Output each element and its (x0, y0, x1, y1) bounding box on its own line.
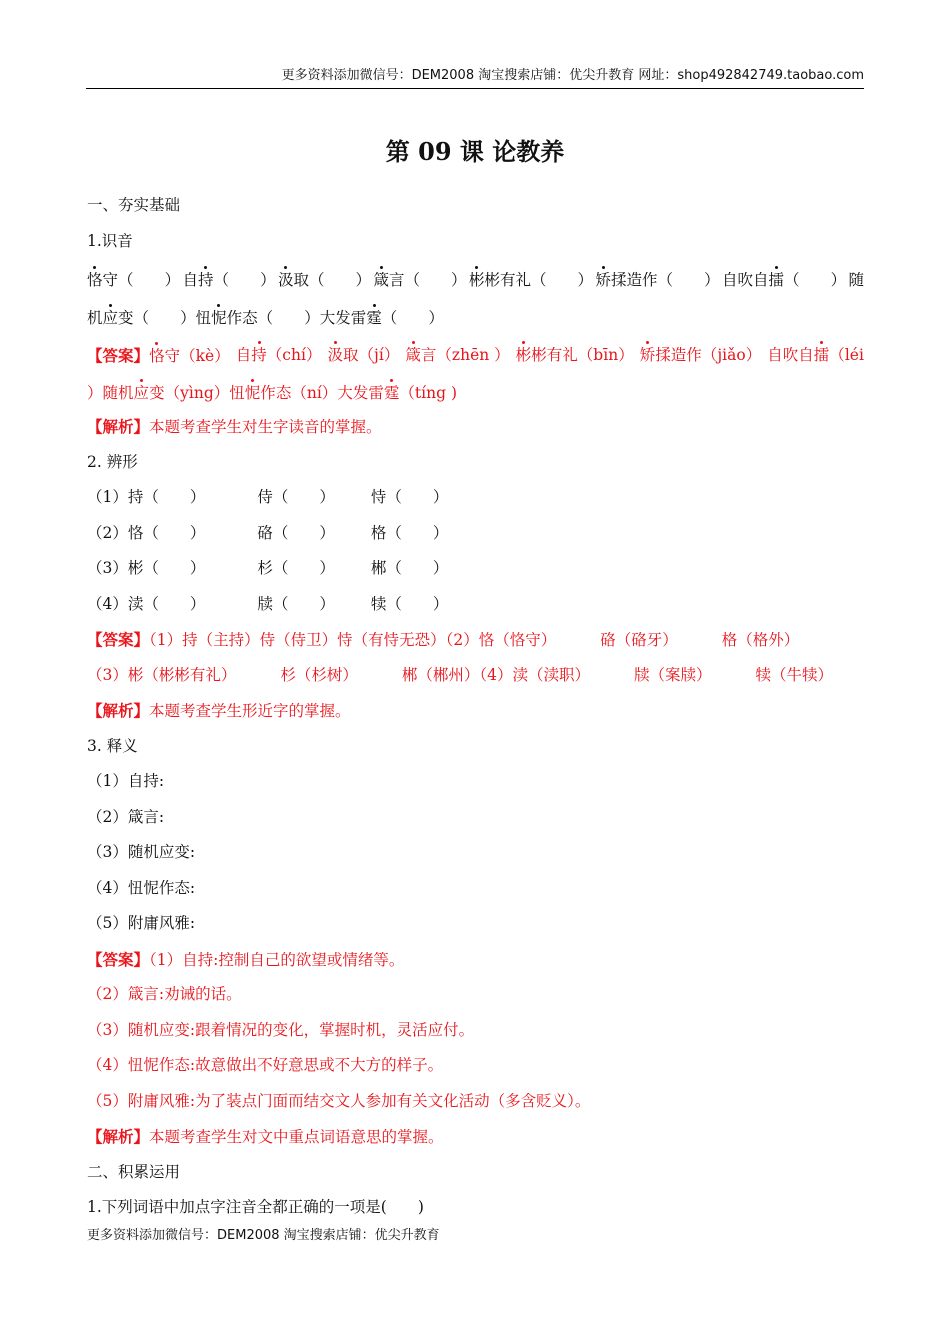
analysis-tag: 【解析】 (87, 1127, 150, 1146)
definition-item: （3）随机应变: (87, 843, 196, 861)
answer-tag: 【答案】 (87, 346, 150, 365)
document-body (87, 188, 864, 1226)
answer-item: 恪守（kè） (149, 347, 230, 365)
analysis-text: 本题考查学生对文中重点词语意思的掌握。 (149, 1128, 444, 1146)
word-item: 随 (848, 271, 864, 289)
answer-item: 箴言（zhēn ） (405, 334, 509, 372)
answer-item: （3）彬（彬彬有礼） (87, 665, 237, 684)
character-item: （4）渎（ ） (87, 594, 206, 613)
answer-tag: 【答案】 (87, 949, 150, 969)
character-row (87, 480, 864, 516)
character-item: 犊（ ） (370, 594, 449, 613)
character-item: 牍（ ） (257, 594, 335, 613)
character-item: 硌（ ） (257, 523, 335, 542)
definition-item: （5）附庸风雅: (87, 914, 196, 932)
character-item: 杉（ ） (257, 559, 335, 577)
word-item: 矫揉造作（ ） (595, 259, 719, 297)
answer-line: （3）随机应变:跟着情况的变化，掌握时机，灵活应付。 (87, 1020, 475, 1039)
analysis-text: 本题考查学生形近字的掌握。 (149, 702, 351, 720)
answer-item: （1）持（主持）侍（侍卫）恃（有恃无恐）（2）恪（恪守） (149, 631, 557, 649)
word-item: 自吹自擂（ ） (722, 259, 846, 297)
question-heading: 1.下列词语中加点字注音全都正确的一项是( ) (87, 1198, 424, 1216)
answer-item: 彬彬有礼（bīn） (516, 334, 634, 372)
definition-item: （1）自持: (87, 772, 165, 790)
analysis-text: 本题考查学生对生字读音的掌握。 (149, 418, 382, 436)
character-row (87, 516, 864, 552)
page-title: 第 09 课 论教养 (385, 137, 565, 166)
answer-line: （4）忸怩作态:故意做出不好意思或不大方的样子。 (87, 1056, 444, 1074)
answer-line (87, 334, 864, 372)
answer-line (87, 942, 864, 978)
answer-item: 自持（chí） (236, 334, 322, 372)
question-heading: 2. 辨形 (87, 452, 138, 471)
answer-item: 牍（案牍） (634, 665, 712, 684)
answer-line (87, 658, 864, 694)
answer-tag: 【答案】 (87, 630, 150, 649)
character-item: （1）持（ ） (87, 488, 206, 506)
definition-item: （2）箴言: (87, 807, 165, 826)
definition-item: （4）忸怩作态: (87, 878, 196, 897)
analysis-line (87, 1119, 864, 1155)
page-footer: 更多资料添加微信号：DEM2008 淘宝搜索店铺：优尖升教育 (87, 1228, 440, 1243)
answer-item: 郴（郴州）（4）渎（渎职） (401, 665, 591, 684)
answer-item: 硌（硌牙） (600, 631, 678, 649)
word-item: 自持（ ） (182, 259, 275, 297)
character-row (87, 551, 864, 587)
analysis-tag: 【解析】 (87, 417, 150, 436)
character-item: 侍（ ） (257, 488, 335, 506)
answer-line: （2）箴言:劝诫的话。 (87, 985, 242, 1003)
answer-line (87, 622, 864, 658)
answer-item: 杉（杉树） (280, 665, 358, 684)
character-item: 郴（ ） (370, 559, 449, 577)
word-item: 箴言（ ） (373, 259, 466, 297)
answer-item: 矫揉造作（jiǎo） (640, 334, 761, 372)
word-item: 汲取（ ） (278, 259, 371, 297)
pronunciation-line: 机应变（ ）忸怩作态（ ）大发雷霆（ ） (87, 297, 864, 335)
page-header: 更多资料添加微信号：DEM2008 淘宝搜索店铺：优尖升教育 网址：shop492842749.taobao.com (86, 66, 864, 89)
pronunciation-line (87, 259, 864, 297)
section-heading: 一、夯实基础 (87, 196, 181, 214)
question-heading: 1.识音 (87, 231, 133, 250)
answer-item: （1）自持:控制自己的欲望或情绪等。 (149, 950, 405, 969)
character-item: （2）恪（ ） (87, 523, 206, 542)
answer-line: ）随机应变（yìng）忸怩作态（ní）大发雷霆（tíng ) (87, 372, 864, 410)
answer-item: 格（格外） (721, 631, 800, 649)
character-item: （3）彬（ ） (87, 559, 206, 577)
section-heading: 二、积累运用 (87, 1162, 181, 1181)
word-item: 恪守（ ） (87, 259, 180, 297)
analysis-line (87, 693, 864, 729)
character-item: 格（ ） (370, 523, 449, 542)
character-row (87, 587, 864, 623)
answer-item: 犊（牛犊） (755, 665, 834, 684)
answer-item: 自吹自擂（léi (767, 334, 864, 372)
character-item: 恃（ ） (370, 488, 449, 506)
analysis-tag: 【解析】 (87, 701, 150, 720)
analysis-line (87, 409, 864, 445)
answer-item: 汲取（jí） (327, 334, 399, 372)
answer-line: （5）附庸风雅:为了装点门面而结交文人参加有关文化活动（多含贬义）。 (87, 1091, 591, 1110)
question-heading: 3. 释义 (87, 736, 138, 755)
word-item: 彬彬有礼（ ） (469, 259, 593, 297)
